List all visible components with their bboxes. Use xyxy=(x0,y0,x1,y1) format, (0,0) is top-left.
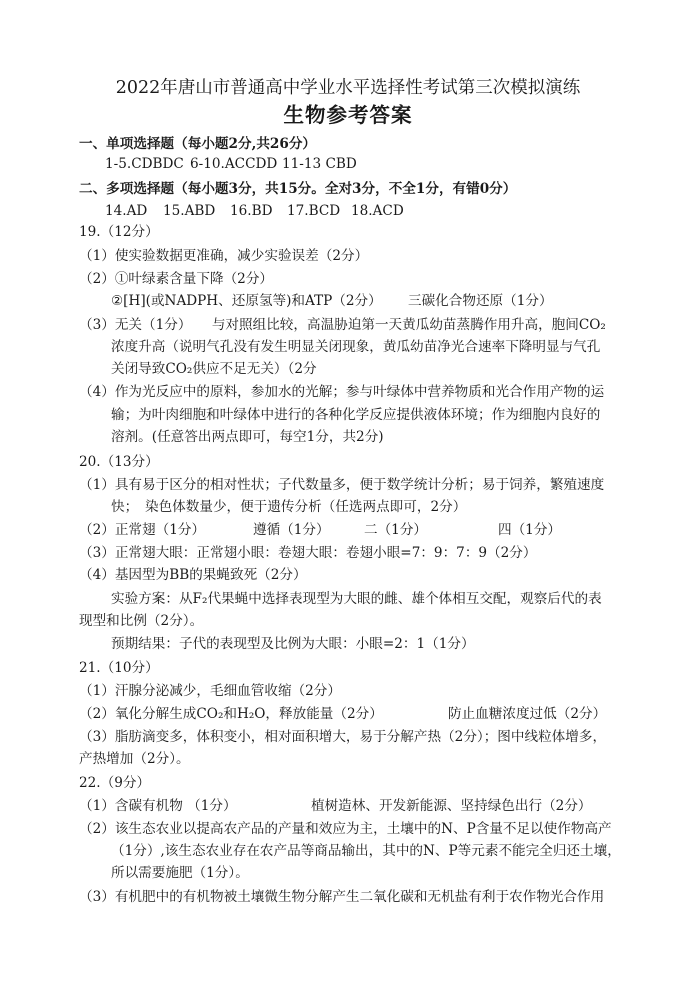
q19-line-3a: ②[H](或NADPH、还原氢等)和ATP（2分） xyxy=(111,293,382,309)
q21-heading: 21.（10分） xyxy=(79,660,159,676)
q21-line-2a: （2）氧化分解生成CO₂和H₂O，释放能量（2分） xyxy=(79,706,383,722)
q19-line-5: 浓度升高（说明气孔没有发生明显关闭现象，黄瓜幼苗净光合速率下降明显与气孔 xyxy=(111,339,601,355)
multi-choice-heading: 二、多项选择题（每小题3分，共15分。全对3分，不全1分，有错0分） xyxy=(79,181,517,197)
q19-line-3b: 三碳化合物还原（1分） xyxy=(408,293,553,309)
q19-line-8: 输；为叶肉细胞和叶绿体中进行的各种化学反应提供液体环境；作为细胞内良好的 xyxy=(111,407,601,423)
q19-line-7: （4）作为光反应中的原料，参加水的光解；参与叶绿体中营养物质和光合作用产物的运 xyxy=(79,384,605,400)
q21-line-2b: 防止血糖浓度过低（2分） xyxy=(448,706,607,722)
q19-line-6: 关闭导致CO₂供应不足无关）（2分 xyxy=(111,361,317,377)
q22-line-4: 所以需要施肥（1分）。 xyxy=(111,865,249,881)
multi-answer-16: 16.BD xyxy=(230,203,273,219)
q21-line-4: 产热增加（2分）。 xyxy=(79,751,190,767)
q21-line-1: （1）汗腺分泌减少，毛细血管收缩（2分） xyxy=(79,683,341,699)
page-title: 2022年唐山市普通高中学业水平选择性考试第三次模拟演练 xyxy=(115,78,581,98)
q20-heading: 20.（13分） xyxy=(79,454,159,470)
multi-answer-14: 14.AD xyxy=(105,203,148,219)
q19-line-2: （2）①叶绿素含量下降（2分） xyxy=(79,271,274,287)
q19-line-4: （3）无关（1分） 与对照组比较，高温胁迫第一天黄瓜幼苗蒸腾作用升高，胞间CO₂ xyxy=(79,317,606,333)
q22-line-1a: （1）含碳有机物 （1分） xyxy=(79,798,237,814)
q20-line-3a: （2）正常翅（1分） xyxy=(79,522,206,538)
q22-line-2: （2）该生态农业以提高农产品的产量和效应为主，土壤中的N、P含量不足以使作物高产 xyxy=(79,821,612,837)
q20-line-1: （1）具有易于区分的相对性状；子代数量多，便于数学统计分析；易于饲养，繁殖速度 xyxy=(79,477,605,493)
q22-heading: 22.（9分） xyxy=(79,775,151,791)
q20-line-8: 预期结果：子代的表现型及比例为大眼：小眼=2：1（1分） xyxy=(111,636,475,652)
q22-line-5: （3）有机肥中的有机物被土壤微生物分解产生二氧化碳和无机盐有利于农作物光合作用 xyxy=(79,889,605,905)
multi-answer-18: 18.ACD xyxy=(351,203,404,219)
q20-line-6: 实验方案：从F₂代果蝇中选择表现型为大眼的雌、雄个体相互交配，观察后代的表 xyxy=(111,591,602,607)
q19-line-1: （1）使实验数据更准确，减少实验误差（2分） xyxy=(79,248,369,264)
q19-heading: 19.（12分） xyxy=(79,224,159,240)
q21-line-3: （3）脂肪滴变多，体积变小，相对面积增大，易于分解产热（2分）；图中线粒体增多， xyxy=(79,729,607,745)
q20-line-3d: 四（1分） xyxy=(498,522,562,538)
q20-line-4: （3）正常翅大眼：正常翅小眼：卷翅大眼：卷翅小眼=7：9：7：9（2分） xyxy=(79,545,537,561)
q20-line-3c: 二（1分） xyxy=(364,522,428,538)
q20-line-3b: 遵循（1分） xyxy=(253,522,330,538)
q22-line-3: （1分）,该生态农业存在农产品等商品输出，其中的N、P等元素不能完全归还土壤， xyxy=(111,843,621,859)
multi-answer-17: 17.BCD xyxy=(287,203,341,219)
single-answers-2: 6-10.ACCDD xyxy=(190,156,278,172)
q19-line-9: 溶剂。(任意答出两点即可，每空1分，共2分) xyxy=(111,429,384,445)
multi-answer-15: 15.ABD xyxy=(163,203,216,219)
q20-line-7: 现型和比例（2分）。 xyxy=(79,613,204,629)
single-answers-1: 1-5.CDBDC xyxy=(105,156,184,172)
page-subtitle: 生物参考答案 xyxy=(283,103,413,127)
single-choice-heading: 一、单项选择题（每小题2分,共26分） xyxy=(79,136,317,152)
q20-line-2: 快； 染色体数量少，便于遗传分析（任选两点即可，2分） xyxy=(111,499,467,515)
q22-line-1b: 植树造林、开发新能源、坚持绿色出行（2分） xyxy=(311,798,592,814)
q20-line-5: （4）基因型为BB的果蝇致死（2分） xyxy=(79,567,307,583)
single-answers-3: 11-13 CBD xyxy=(282,156,357,172)
